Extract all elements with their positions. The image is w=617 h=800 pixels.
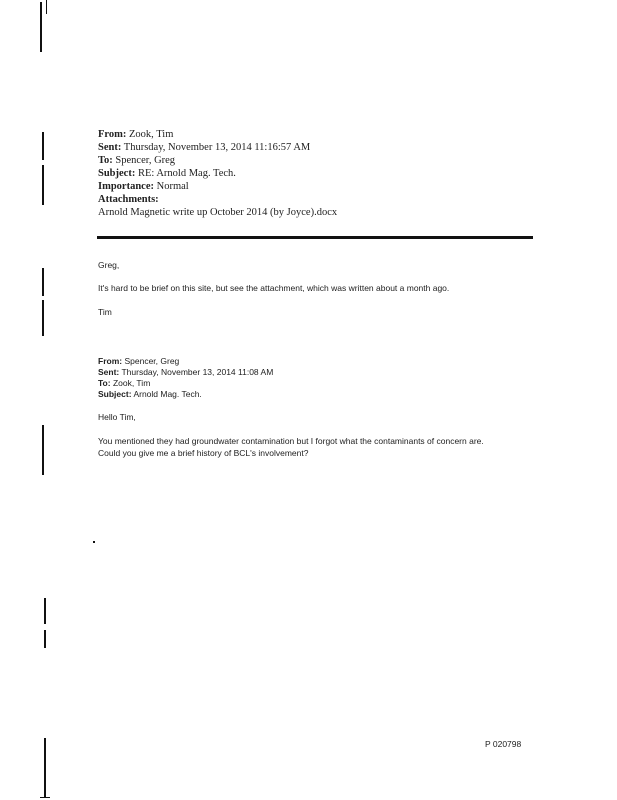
- header-importance-row: [98, 180, 337, 193]
- quoted-subject-value: Arnold Mag. Tech.: [133, 389, 202, 399]
- quoted-from-row: [98, 356, 273, 367]
- scan-margin-mark: [93, 541, 95, 543]
- header-attachments-row: [98, 193, 337, 206]
- from-label: From:: [98, 129, 127, 140]
- quoted-sent-value: Thursday, November 13, 2014 11:08 AM: [121, 367, 274, 377]
- quoted-body-line-2: Could you give me a brief history of BCL's involvement?: [98, 448, 309, 458]
- scan-margin-mark: [42, 425, 44, 475]
- attachments-label: Attachments:: [98, 194, 159, 205]
- reply-greeting: Greg,: [98, 260, 120, 270]
- to-value: Spencer, Greg: [115, 155, 176, 166]
- scan-margin-mark: [40, 797, 50, 798]
- quoted-greeting: Hello Tim,: [98, 412, 136, 422]
- quoted-sent-row: [98, 367, 273, 378]
- subject-label: Subject:: [98, 168, 136, 179]
- email-header: [98, 128, 337, 219]
- header-divider: [97, 236, 533, 239]
- scan-margin-mark: [44, 598, 46, 624]
- bates-number: P 020798: [485, 739, 522, 749]
- quoted-subject-row: [98, 389, 273, 400]
- attachment-name[interactable]: Arnold Magnetic write up October 2014 (by Joyce).docx: [98, 207, 338, 218]
- header-from-row: [98, 128, 337, 141]
- header-subject-row: [98, 167, 337, 180]
- quoted-body-line-1: You mentioned they had groundwater contamination but I forgot what the contaminants of concern are.: [98, 436, 484, 446]
- header-sent-row: [98, 141, 337, 154]
- scan-margin-mark: [46, 0, 47, 14]
- scan-margin-mark: [42, 268, 44, 296]
- header-to-row: [98, 154, 337, 167]
- reply-body: It's hard to be brief on this site, but see the attachment, which was written about a month ago.: [98, 283, 450, 293]
- quoted-to-label: To:: [98, 378, 111, 388]
- subject-value: RE: Arnold Mag. Tech.: [137, 168, 236, 179]
- importance-label: Importance:: [98, 181, 154, 192]
- quoted-from-label: From:: [98, 356, 123, 366]
- quoted-email-header: [98, 356, 273, 400]
- quoted-subject-label: Subject:: [98, 389, 132, 399]
- quoted-from-value: Spencer, Greg: [124, 356, 180, 366]
- sent-value: Thursday, November 13, 2014 11:16:57 AM: [123, 142, 311, 153]
- scan-margin-mark: [44, 630, 46, 648]
- quoted-to-row: [98, 378, 273, 389]
- reply-signoff: Tim: [98, 307, 112, 317]
- scan-margin-mark: [44, 738, 46, 798]
- quoted-sent-label: Sent:: [98, 367, 120, 377]
- scan-margin-mark: [42, 132, 44, 160]
- importance-value: Normal: [156, 181, 189, 192]
- scan-margin-mark: [42, 165, 44, 205]
- quoted-to-value: Zook, Tim: [112, 378, 151, 388]
- to-label: To:: [98, 155, 113, 166]
- scan-margin-mark: [42, 300, 44, 336]
- scan-margin-mark: [40, 2, 42, 52]
- sent-label: Sent:: [98, 142, 122, 153]
- from-value: Zook, Tim: [129, 129, 174, 140]
